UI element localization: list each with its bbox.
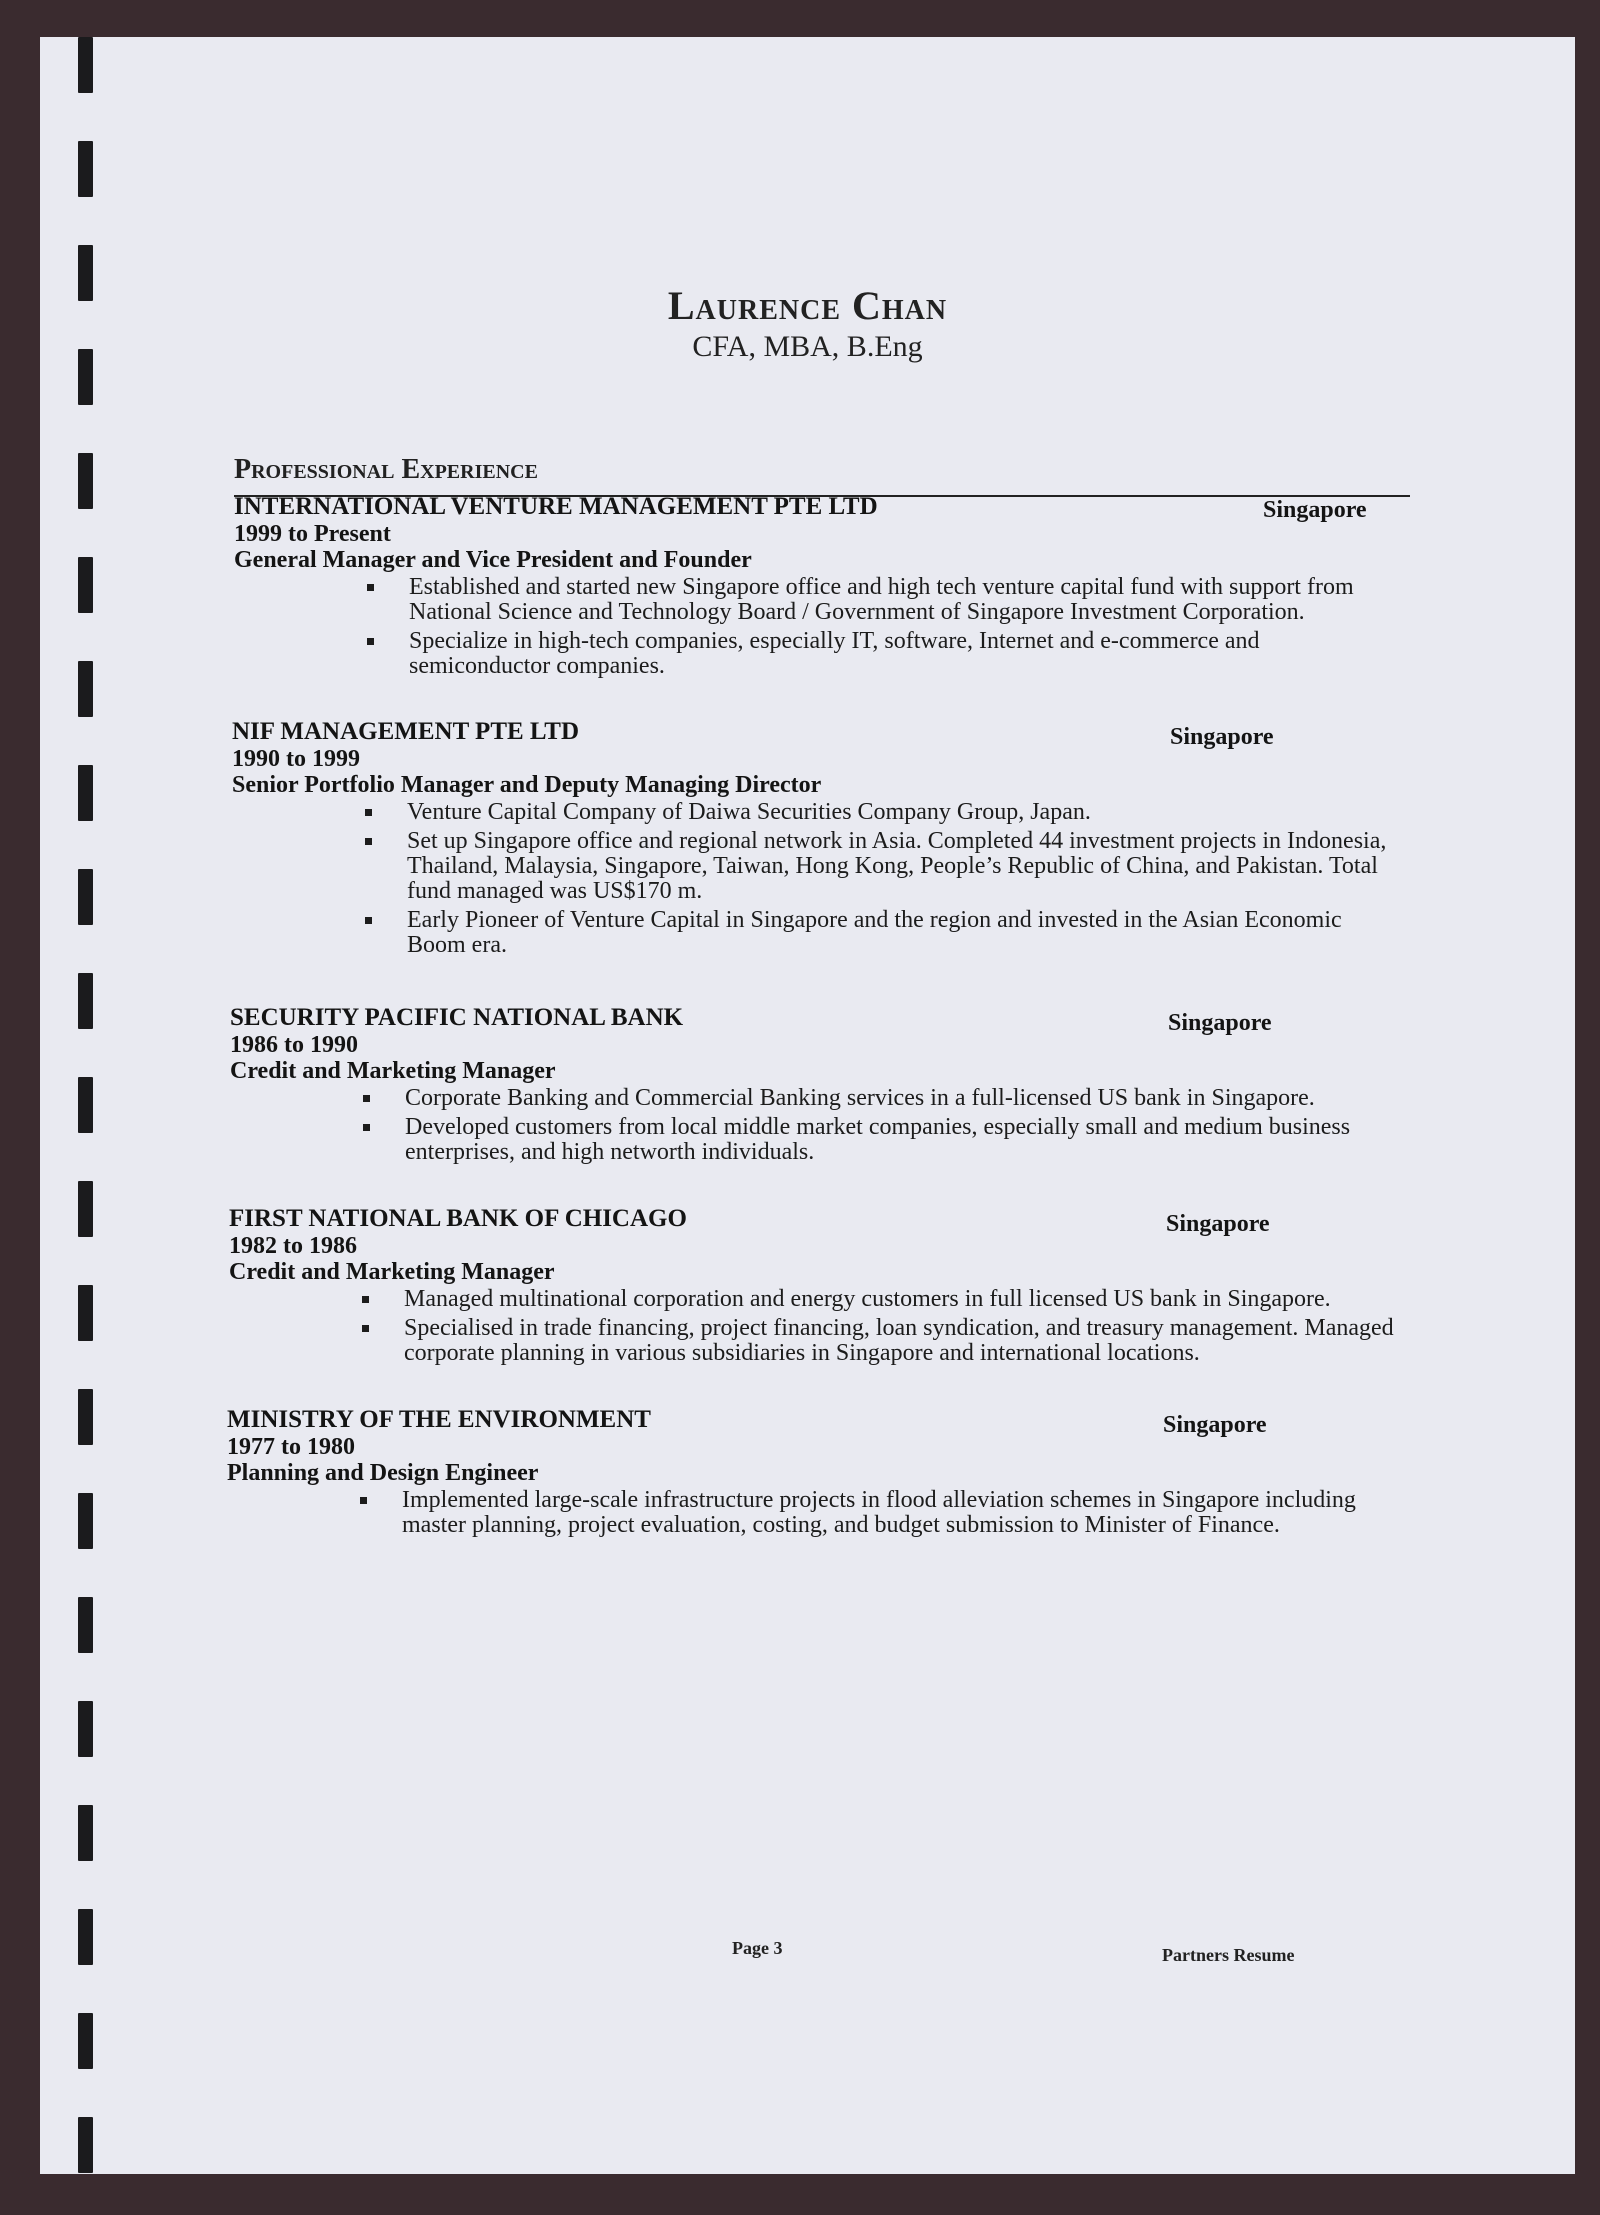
section-title: Professional Experience	[234, 454, 538, 485]
list-item: Early Pioneer of Venture Capital in Singapore and the region and invested in the Asian Economic Boom era.	[407, 908, 1397, 958]
binder-hole	[78, 1493, 93, 1549]
binder-hole	[78, 661, 93, 717]
job-company: INTERNATIONAL VENTURE MANAGEMENT PTE LTD	[234, 493, 878, 520]
person-credentials: CFA, MBA, B.Eng	[692, 330, 923, 363]
job-period: 1982 to 1986	[229, 1233, 357, 1259]
binder-hole	[78, 2013, 93, 2069]
binder-hole	[78, 1285, 93, 1341]
bullet-icon	[367, 584, 374, 591]
job-company: SECURITY PACIFIC NATIONAL BANK	[230, 1004, 684, 1031]
binder-hole	[78, 1805, 93, 1861]
job-bullets	[405, 1086, 1395, 1169]
list-item: Developed customers from local middle market companies, especially small and medium business enterprises, and high networth individuals.	[405, 1115, 1395, 1165]
binder-hole	[78, 453, 93, 509]
bullet-icon	[363, 1095, 370, 1102]
binder-hole	[78, 2117, 93, 2173]
job-period: 1977 to 1980	[227, 1434, 355, 1460]
list-item: Specialize in high-tech companies, especially IT, software, Internet and e-commerce and semiconductor companies.	[409, 629, 1399, 679]
job-role: General Manager and Vice President and Founder	[234, 547, 752, 573]
list-item: Managed multinational corporation and energy customers in full licensed US bank in Singapore.	[404, 1287, 1394, 1312]
job-bullets	[407, 800, 1397, 962]
job-period: 1986 to 1990	[230, 1032, 358, 1058]
job-period: 1990 to 1999	[232, 746, 360, 772]
list-item: Implemented large-scale infrastructure projects in flood alleviation schemes in Singapore including master planning, project evaluation, costing, and budget submission to Minister of Finance.	[402, 1488, 1392, 1538]
job-company: FIRST NATIONAL BANK OF CHICAGO	[229, 1205, 687, 1232]
job-role: Credit and Marketing Manager	[230, 1058, 556, 1084]
job-company: NIF MANAGEMENT PTE LTD	[232, 718, 580, 745]
job-bullets	[404, 1287, 1394, 1370]
job-company: MINISTRY OF THE ENVIRONMENT	[227, 1406, 651, 1433]
binder-hole	[78, 1909, 93, 1965]
resume-page	[40, 37, 1575, 2174]
binder-hole	[78, 1597, 93, 1653]
job-location: Singapore	[1168, 1010, 1272, 1036]
job-location: Singapore	[1170, 724, 1274, 750]
job-location: Singapore	[1263, 497, 1367, 523]
binder-hole	[78, 869, 93, 925]
job-bullets	[402, 1488, 1392, 1542]
job-role: Credit and Marketing Manager	[229, 1259, 555, 1285]
binder-hole	[78, 1389, 93, 1445]
bullet-icon	[365, 809, 372, 816]
page-number: Page 3	[732, 1938, 783, 1958]
list-item: Corporate Banking and Commercial Banking services in a full-licensed US bank in Singapore.	[405, 1086, 1395, 1111]
list-item: Venture Capital Company of Daiwa Securities Company Group, Japan.	[407, 800, 1397, 825]
bullet-icon	[363, 1124, 370, 1131]
job-bullets	[409, 575, 1399, 683]
bullet-icon	[365, 917, 372, 924]
binder-hole	[78, 765, 93, 821]
job-role: Senior Portfolio Manager and Deputy Managing Director	[232, 772, 822, 798]
binder-hole	[78, 1077, 93, 1133]
bullet-icon	[362, 1325, 369, 1332]
binder-hole	[78, 973, 93, 1029]
person-name: Laurence Chan	[667, 283, 948, 328]
binder-hole	[78, 557, 93, 613]
job-role: Planning and Design Engineer	[227, 1460, 539, 1486]
bullet-icon	[365, 838, 372, 845]
job-period: 1999 to Present	[234, 521, 391, 547]
list-item: Specialised in trade financing, project financing, loan syndication, and treasury management. Managed corporate planning in various subsidiaries in Singapore and international locations.	[404, 1316, 1394, 1366]
binder-hole	[78, 1181, 93, 1237]
bullet-icon	[362, 1296, 369, 1303]
list-item: Established and started new Singapore office and high tech venture capital fund with support from National Science and Technology Board / Government of Singapore Investment Corporation.	[409, 575, 1399, 625]
binder-hole	[78, 1701, 93, 1757]
document-label: Partners Resume	[1162, 1945, 1295, 1965]
binder-hole	[78, 141, 93, 197]
job-location: Singapore	[1163, 1412, 1267, 1438]
bullet-icon	[360, 1497, 367, 1504]
list-item: Set up Singapore office and regional network in Asia. Completed 44 investment projects in Indonesia, Thailand, Malaysia, Singapore, Taiwan, Hong Kong, People’s Republic of China, and Pakistan. Total fund managed was US$170 m.	[407, 829, 1397, 904]
job-location: Singapore	[1166, 1211, 1270, 1237]
bullet-icon	[367, 638, 374, 645]
binder-hole	[78, 37, 93, 93]
